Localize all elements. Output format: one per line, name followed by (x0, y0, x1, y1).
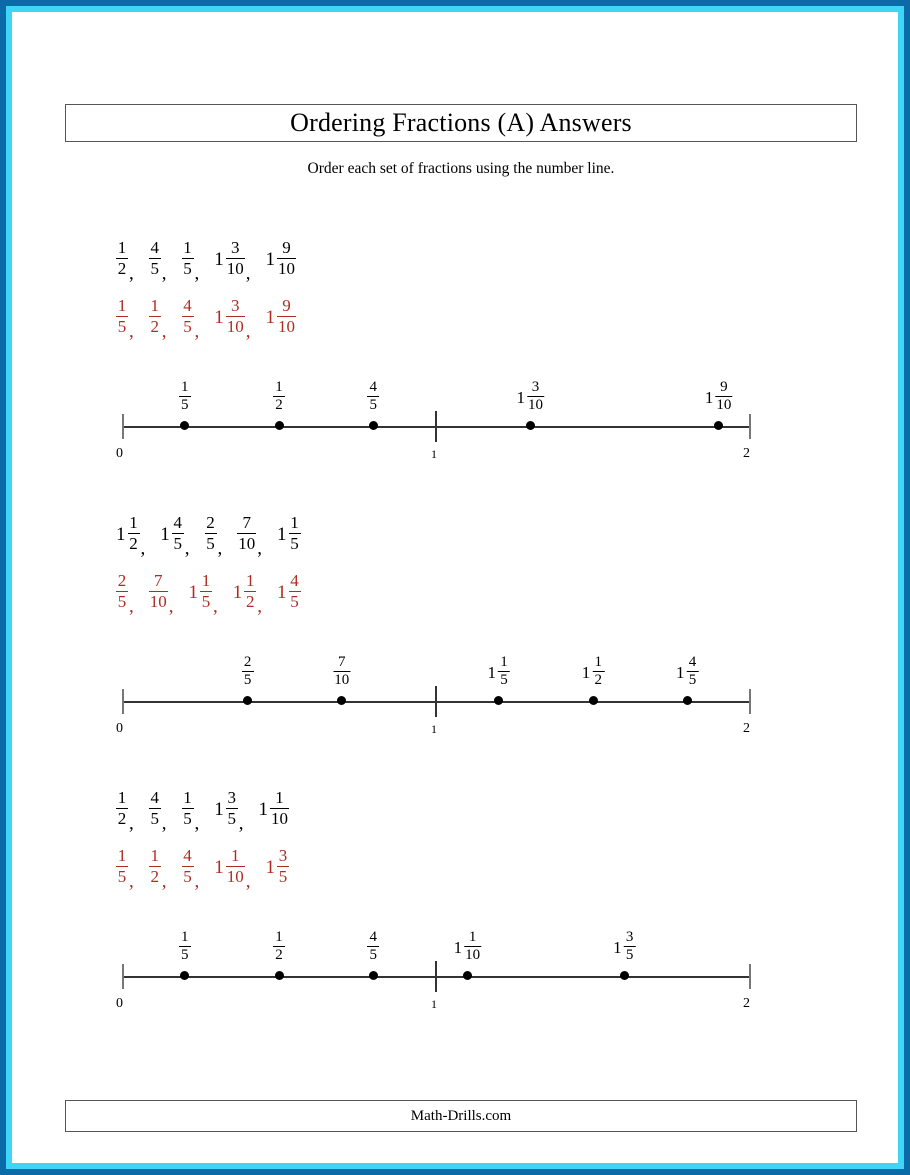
fraction-denominator: 5 (117, 866, 127, 886)
number-line-tick-right (749, 964, 751, 989)
point-label-term-2 (273, 928, 285, 966)
fraction-numerator: 2 (243, 653, 252, 670)
question-row-1-term-3 (182, 238, 200, 284)
number-line-point (337, 696, 346, 705)
whole-number: 1 (613, 938, 622, 958)
number-line-tick-right (749, 414, 751, 439)
answer-row-1-term-4 (214, 296, 251, 342)
whole-number: 1 (277, 523, 287, 545)
answer-row-2 (116, 571, 301, 617)
answer-row-2-term-4 (232, 571, 262, 617)
number-line-point (589, 696, 598, 705)
comma-separator: , (194, 870, 200, 892)
fraction-denominator: 2 (117, 808, 127, 828)
comma-separator: , (129, 812, 134, 834)
question-row-3-term-4 (214, 788, 244, 834)
number-line-point-label (333, 653, 350, 691)
number-line-point-label (487, 653, 511, 691)
fraction-numerator: 1 (117, 846, 127, 865)
number-line-point-label (581, 653, 605, 691)
fraction (226, 239, 245, 278)
fraction-numerator: 1 (290, 513, 299, 532)
fraction (116, 572, 128, 611)
number-line-label-start: 0 (116, 721, 123, 736)
fraction-denominator: 5 (183, 808, 192, 828)
number-line-point-label (273, 928, 285, 966)
footer-box (65, 1100, 857, 1132)
question-row-1-term-5 (266, 240, 297, 279)
whole-number: 1 (160, 523, 170, 545)
fraction-numerator: 1 (117, 296, 127, 315)
number-line-point-label (675, 653, 699, 691)
point-label-term-5 (613, 928, 636, 966)
fraction-denominator: 5 (688, 672, 697, 689)
fraction-denominator: 10 (226, 258, 244, 278)
fraction (273, 930, 285, 965)
comma-separator: , (194, 320, 200, 342)
fraction-numerator: 4 (290, 571, 299, 590)
answer-row-3-term-3 (182, 846, 200, 892)
fraction (179, 930, 191, 965)
question-row-3-term-1 (116, 788, 134, 834)
point-label-term-5 (675, 653, 699, 691)
comma-separator: , (245, 320, 251, 342)
fraction (624, 930, 636, 965)
question-row-2 (116, 513, 301, 559)
number-line-label-end: 2 (743, 446, 750, 461)
comma-separator: , (168, 595, 174, 617)
fraction-denominator: 5 (150, 808, 159, 828)
question-row-3-term-2 (149, 788, 167, 834)
fraction-numerator: 4 (688, 653, 697, 670)
fraction-denominator: 10 (465, 947, 481, 964)
question-row-3 (116, 788, 289, 834)
fraction-numerator: 4 (150, 788, 159, 807)
fraction (149, 239, 161, 278)
number-line-1 (12, 370, 910, 470)
whole-number: 1 (265, 248, 275, 270)
fraction-numerator: 4 (183, 296, 192, 315)
fraction-numerator: 7 (242, 513, 251, 532)
comma-separator: , (129, 320, 134, 342)
answer-row-2-term-5 (277, 573, 301, 612)
fraction (333, 655, 350, 690)
fraction (200, 572, 212, 611)
fraction-denominator: 10 (716, 397, 732, 414)
answer-row-2-term-2 (149, 571, 174, 617)
fraction-denominator: 5 (290, 533, 299, 553)
fraction-denominator: 5 (369, 947, 377, 964)
number-line-point-label (453, 928, 482, 966)
fraction (116, 847, 128, 886)
comma-separator: , (129, 870, 134, 892)
fraction-denominator: 5 (183, 258, 192, 278)
fraction (182, 847, 194, 886)
fraction-denominator: 10 (278, 258, 295, 278)
fraction-numerator: 9 (282, 296, 291, 315)
point-label-term-4 (453, 928, 482, 966)
fraction (182, 239, 194, 278)
whole-number: 1 (232, 581, 243, 603)
fraction (367, 930, 379, 965)
fraction (182, 789, 194, 828)
whole-number: 1 (188, 581, 198, 603)
fraction-denominator: 10 (278, 316, 295, 336)
fraction (242, 655, 254, 690)
answer-row-3-term-2 (149, 846, 167, 892)
comma-separator: , (213, 595, 218, 617)
fraction (226, 789, 238, 828)
fraction-numerator: 4 (173, 513, 182, 532)
footer-label: Math-Drills.com (410, 1107, 512, 1124)
number-line-point-label (367, 378, 379, 416)
fraction (715, 380, 732, 415)
fraction-denominator: 2 (150, 866, 159, 886)
fraction-numerator: 3 (231, 296, 240, 315)
number-line-label-mid: 1 (431, 997, 437, 1011)
point-label-term-1 (242, 653, 254, 691)
fraction-numerator: 3 (231, 238, 240, 257)
comma-separator: , (245, 262, 251, 284)
fraction (464, 930, 481, 965)
fraction-denominator: 10 (226, 316, 244, 336)
comma-separator: , (217, 537, 223, 559)
comma-separator: , (238, 812, 244, 834)
fraction (149, 297, 161, 336)
question-row-1-term-4 (214, 238, 251, 284)
fraction-numerator: 1 (117, 788, 127, 807)
whole-number: 1 (704, 388, 714, 408)
fraction-denominator: 5 (173, 533, 182, 553)
fraction-denominator: 10 (226, 866, 244, 886)
whole-number: 1 (453, 938, 463, 958)
question-row-3-term-3 (182, 788, 200, 834)
fraction-denominator: 5 (201, 591, 211, 611)
whole-number: 1 (277, 581, 287, 603)
fraction (226, 297, 245, 336)
answer-row-1-term-5 (266, 298, 297, 337)
answer-row-3-term-1 (116, 846, 134, 892)
whole-number: 1 (675, 663, 685, 683)
answer-row-3-term-5 (266, 848, 290, 887)
title-box (65, 104, 857, 142)
fraction (149, 847, 161, 886)
number-line-3 (12, 920, 910, 1020)
question-row-3-term-5 (259, 790, 290, 829)
fraction (149, 789, 161, 828)
whole-number: 1 (214, 306, 224, 328)
page-title: Ordering Fractions (A) Answers (290, 108, 632, 137)
fraction-numerator: 3 (625, 928, 634, 945)
point-label-term-3 (487, 653, 511, 691)
fraction-numerator: 4 (183, 846, 192, 865)
number-line-point-label (242, 653, 254, 691)
fraction-numerator: 1 (500, 653, 508, 670)
fraction-denominator: 5 (369, 397, 377, 414)
fraction-denominator: 2 (129, 533, 138, 553)
fraction (179, 380, 191, 415)
number-line-label-mid: 1 (431, 722, 437, 736)
fraction-numerator: 1 (150, 846, 159, 865)
point-label-term-2 (333, 653, 350, 691)
number-line-label-start: 0 (116, 446, 123, 461)
fraction-numerator: 2 (117, 571, 127, 590)
fraction (205, 514, 217, 553)
number-line-tick-left (122, 964, 124, 989)
answer-row-1 (116, 296, 296, 342)
number-line-point (180, 421, 189, 430)
comma-separator: , (129, 595, 134, 617)
fraction-denominator: 5 (183, 316, 192, 336)
fraction (367, 380, 379, 415)
fraction-numerator: 3 (227, 788, 236, 807)
fraction-numerator: 1 (275, 378, 283, 395)
fraction (116, 239, 128, 278)
number-line-point-label (367, 928, 379, 966)
comma-separator: , (161, 870, 167, 892)
point-label-term-4 (581, 653, 605, 691)
fraction-numerator: 1 (181, 928, 189, 945)
fraction (289, 572, 301, 611)
comma-separator: , (184, 537, 190, 559)
fraction-numerator: 9 (282, 238, 291, 257)
fraction (226, 847, 245, 886)
whole-number: 1 (581, 663, 591, 683)
fraction (498, 655, 510, 690)
fraction-denominator: 10 (149, 591, 167, 611)
fraction (277, 847, 289, 886)
number-line-point (369, 421, 378, 430)
whole-number: 1 (116, 523, 126, 545)
fraction-denominator: 2 (150, 316, 159, 336)
number-line-label-end: 2 (743, 721, 750, 736)
fraction-numerator: 1 (183, 238, 192, 257)
number-line-tick-mid (435, 961, 437, 992)
fraction-numerator: 2 (206, 513, 215, 532)
point-label-term-4 (516, 378, 544, 416)
fraction (116, 789, 128, 828)
fraction-numerator: 1 (150, 296, 159, 315)
fraction (592, 655, 604, 690)
number-line-label-mid: 1 (431, 447, 437, 461)
fraction-denominator: 5 (117, 591, 127, 611)
number-line-point-label (273, 378, 285, 416)
fraction-denominator: 5 (117, 316, 127, 336)
instruction-text: Order each set of fractions using the number line. (307, 160, 615, 177)
question-row-1-term-2 (149, 238, 167, 284)
number-line-label-start: 0 (116, 996, 123, 1011)
question-row-2-term-4 (237, 513, 262, 559)
comma-separator: , (194, 262, 200, 284)
comma-separator: , (161, 320, 167, 342)
fraction-denominator: 5 (500, 672, 508, 689)
fraction (277, 239, 296, 278)
answer-row-1-term-3 (182, 296, 200, 342)
point-label-term-5 (704, 378, 733, 416)
fraction (149, 572, 168, 611)
fraction (273, 380, 285, 415)
whole-number: 1 (487, 663, 497, 683)
question-row-2-term-3 (205, 513, 223, 559)
number-line-point-label (613, 928, 636, 966)
fraction-numerator: 1 (231, 846, 240, 865)
fraction-numerator: 4 (369, 928, 377, 945)
fraction-denominator: 5 (206, 533, 215, 553)
fraction-denominator: 5 (181, 947, 189, 964)
fraction-numerator: 1 (201, 571, 211, 590)
fraction-numerator: 4 (150, 238, 159, 257)
number-line-point-label (179, 928, 191, 966)
fraction (270, 789, 289, 828)
number-line-point (526, 421, 535, 430)
fraction-numerator: 1 (275, 788, 284, 807)
whole-number: 1 (265, 306, 275, 328)
fraction (237, 514, 256, 553)
fraction-denominator: 5 (278, 866, 288, 886)
number-line-point-label (179, 378, 191, 416)
number-line-point (243, 696, 252, 705)
question-row-2-term-5 (277, 515, 301, 554)
point-label-term-3 (367, 928, 379, 966)
fraction-numerator: 4 (369, 378, 377, 395)
number-line-point-label (704, 378, 733, 416)
answer-row-1-term-2 (149, 296, 167, 342)
question-row-1 (116, 238, 296, 284)
number-line-point (180, 971, 189, 980)
whole-number: 1 (214, 856, 224, 878)
fraction-denominator: 2 (594, 672, 602, 689)
fraction-denominator: 5 (227, 808, 236, 828)
comma-separator: , (245, 870, 251, 892)
fraction-numerator: 1 (183, 788, 192, 807)
fraction (182, 297, 194, 336)
fraction-numerator: 1 (129, 513, 138, 532)
point-label-term-2 (273, 378, 285, 416)
number-line-point (369, 971, 378, 980)
answer-row-3-term-4 (214, 846, 251, 892)
fraction (244, 572, 256, 611)
fraction-denominator: 2 (246, 591, 255, 611)
answer-row-3 (116, 846, 289, 892)
fraction-denominator: 10 (238, 533, 256, 553)
fraction-numerator: 3 (531, 378, 540, 395)
comma-separator: , (194, 812, 200, 834)
number-line-label-end: 2 (743, 996, 750, 1011)
fraction-numerator: 1 (594, 653, 602, 670)
fraction (116, 297, 128, 336)
answer-row-2-term-3 (188, 571, 218, 617)
answer-row-1-term-1 (116, 296, 134, 342)
fraction-denominator: 2 (275, 947, 283, 964)
number-line-point (463, 971, 472, 980)
fraction-numerator: 1 (246, 571, 255, 590)
comma-separator: , (257, 595, 262, 617)
number-line-tick-right (749, 689, 751, 714)
fraction (128, 514, 140, 553)
question-row-2-term-2 (160, 513, 190, 559)
fraction-denominator: 2 (275, 397, 283, 414)
number-line-tick-left (122, 414, 124, 439)
fraction-numerator: 9 (720, 378, 728, 395)
fraction-denominator: 5 (150, 258, 159, 278)
comma-separator: , (129, 262, 134, 284)
number-line-2 (12, 645, 910, 745)
point-label-term-1 (179, 928, 191, 966)
whole-number: 1 (214, 248, 224, 270)
question-row-1-term-1 (116, 238, 134, 284)
fraction-numerator: 1 (275, 928, 283, 945)
fraction-numerator: 1 (468, 928, 477, 945)
whole-number: 1 (516, 388, 525, 408)
fraction-numerator: 7 (154, 571, 163, 590)
fraction-denominator: 5 (243, 672, 252, 689)
comma-separator: , (161, 262, 167, 284)
whole-number: 1 (265, 856, 275, 878)
number-line-point-label (516, 378, 544, 416)
comma-separator: , (161, 812, 167, 834)
whole-number: 1 (214, 798, 224, 820)
number-line-tick-mid (435, 686, 437, 717)
whole-number: 1 (258, 798, 268, 820)
number-line-tick-mid (435, 411, 437, 442)
question-row-2-term-1 (116, 513, 146, 559)
comma-separator: , (140, 537, 146, 559)
fraction-denominator: 5 (181, 397, 189, 414)
fraction (172, 514, 184, 553)
fraction-numerator: 7 (338, 653, 346, 670)
fraction-numerator: 1 (117, 238, 127, 257)
fraction (686, 655, 698, 690)
number-line-point (714, 421, 723, 430)
fraction (289, 514, 301, 553)
fraction-denominator: 10 (271, 808, 288, 828)
number-line-point (275, 421, 284, 430)
number-line-point (275, 971, 284, 980)
fraction-denominator: 5 (183, 866, 192, 886)
number-line-point (683, 696, 692, 705)
fraction-numerator: 1 (181, 378, 189, 395)
fraction (527, 380, 544, 415)
fraction-denominator: 2 (117, 258, 127, 278)
point-label-term-3 (367, 378, 379, 416)
comma-separator: , (257, 537, 262, 559)
fraction (277, 297, 296, 336)
answer-row-2-term-1 (116, 571, 134, 617)
fraction-denominator: 10 (334, 672, 350, 689)
number-line-point (620, 971, 629, 980)
fraction-denominator: 5 (625, 947, 634, 964)
page-border-inner (6, 6, 904, 1169)
fraction-denominator: 5 (290, 591, 299, 611)
number-line-tick-left (122, 689, 124, 714)
worksheet-sheet (12, 12, 910, 1175)
number-line-point (494, 696, 503, 705)
fraction-denominator: 10 (527, 397, 543, 414)
point-label-term-1 (179, 378, 191, 416)
fraction-numerator: 3 (278, 846, 288, 865)
